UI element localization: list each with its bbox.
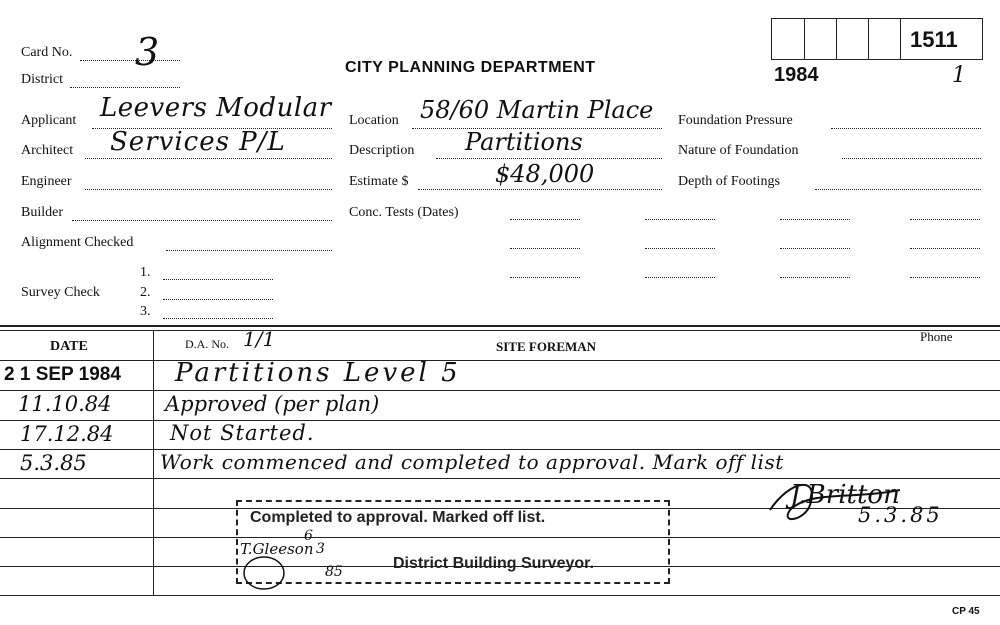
survey-item-3: 3. [140,304,151,319]
conc-line [510,277,580,278]
stamp-line-2: District Building Surveyor. [393,555,594,572]
foundation-pressure-line [831,128,981,129]
stamp-initials: T.Gleeson [240,540,314,558]
conc-line [780,219,850,220]
entry-date: 11.10.84 [18,392,112,416]
alignment-line [166,250,332,251]
description-value: Partitions [465,128,583,156]
file-suffix: 1 [952,63,966,88]
description-line [436,158,662,159]
estimate-line [418,189,662,190]
card-no-value: 3 [135,30,160,74]
builder-label: Builder [21,205,63,220]
conc-line [645,277,715,278]
ruled-line [0,390,1000,391]
applicant-value: Leevers Modular [100,93,332,123]
survey-item-1: 1. [140,265,151,280]
section-divider [0,325,1000,327]
architect-label: Architect [21,143,74,158]
applicant-label: Applicant [21,113,77,128]
alignment-label: Alignment Checked [21,235,134,250]
conc-line [780,248,850,249]
conc-line [510,219,580,220]
section-divider [0,330,1000,331]
stamp-date-c: 85 [325,564,343,580]
district-line [70,87,180,88]
year: 1984 [774,64,819,86]
survey-label: Survey Check [21,285,100,300]
survey-line-2 [163,299,273,300]
depth-footings-line [815,189,981,190]
signature: J.Britton [790,480,900,510]
depth-footings-label: Depth of Footings [678,174,780,189]
page-title: CITY PLANNING DEPARTMENT [345,59,596,76]
conc-line [910,219,980,220]
form-code: CP 45 [952,606,980,617]
estimate-value: $48,000 [495,160,595,188]
card-no-label: Card No. [21,45,73,60]
initials-loop [236,545,296,595]
entry-date: 2 1 SEP 1984 [4,364,121,385]
entry-note: Not Started. [170,421,315,445]
ruled-line [0,595,1000,596]
entry-note: Approved (per plan) [165,392,380,416]
conc-tests-label: Conc. Tests (Dates) [349,205,459,220]
file-number-box [771,18,983,60]
architect-value: Services P/L [110,127,286,157]
description-label: Description [349,143,415,158]
conc-line [780,277,850,278]
conc-line [910,277,980,278]
conc-line [910,248,980,249]
engineer-label: Engineer [21,174,72,189]
architect-line [85,158,332,159]
site-foreman-header: SITE FOREMAN [496,339,597,354]
da-no-value: 1/1 [243,327,276,351]
phone-header: Phone [920,329,953,344]
stamp-line-1: Completed to approval. Marked off list. [250,509,546,526]
file-number: 1511 [910,27,958,52]
entry-note: Work commenced and completed to approval. Mark off list [160,450,784,474]
stamp-date-a: 6 [304,528,313,544]
engineer-line [85,189,332,190]
survey-item-2: 2. [140,285,151,300]
stamp-date-b: 3 [316,541,325,557]
signature-date: 5.3.85 [858,503,943,527]
conc-line [645,219,715,220]
nature-foundation-label: Nature of Foundation [678,143,799,158]
location-value: 58/60 Martin Place [420,96,654,124]
da-no-label: D.A. No. [185,337,229,351]
survey-line-1 [163,279,273,280]
date-column-divider [153,330,154,595]
date-header: DATE [50,339,88,354]
survey-line-3 [163,318,273,319]
ruled-line [0,360,1000,361]
district-label: District [21,72,63,87]
conc-line [645,248,715,249]
builder-line [72,220,332,221]
entry-date: 17.12.84 [20,422,114,446]
entry-date: 5.3.85 [20,451,87,475]
ruled-line [0,420,1000,421]
foundation-pressure-label: Foundation Pressure [678,113,793,128]
location-label: Location [349,113,399,128]
nature-foundation-line [842,158,981,159]
estimate-label: Estimate $ [349,174,409,189]
card-no-line [80,60,180,61]
conc-line [510,248,580,249]
entry-note: Partitions Level 5 [175,358,461,388]
